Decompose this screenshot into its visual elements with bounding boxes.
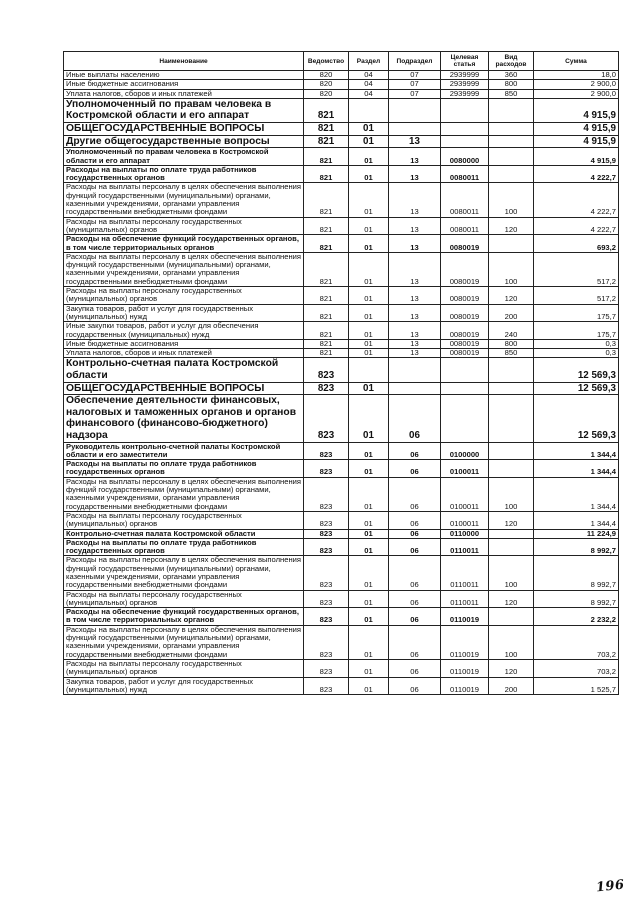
table-row	[64, 322, 619, 340]
cell-amount: 517,2	[534, 252, 619, 286]
cell-expense-type: 800	[489, 339, 534, 348]
cell-department: 820	[304, 71, 349, 80]
cell-name: Расходы на выплаты персоналу в целях обеспечения выполнения функций государственными (муниципальными) органами, казенными учреждениями, органами управления государственными внебюджетными фондами	[64, 625, 304, 659]
table-row	[64, 183, 619, 217]
cell-department: 823	[304, 382, 349, 395]
cell-section: 01	[349, 252, 389, 286]
cell-section: 01	[349, 165, 389, 183]
cell-amount: 175,7	[534, 304, 619, 322]
cell-department: 821	[304, 322, 349, 340]
cell-section: 01	[349, 677, 389, 695]
page-number: 196	[595, 877, 626, 896]
cell-target-article: 0080011	[441, 217, 489, 235]
cell-expense-type	[489, 460, 534, 478]
cell-section: 01	[349, 322, 389, 340]
cell-department: 821	[304, 252, 349, 286]
cell-amount: 4 915,9	[534, 98, 619, 122]
cell-amount: 1 344,4	[534, 511, 619, 529]
cell-name: Расходы на обеспечение функций государственных органов, в том числе территориальных органов	[64, 235, 304, 253]
header-amount: Сумма	[534, 52, 619, 71]
cell-subsection: 06	[389, 625, 441, 659]
cell-amount: 12 569,3	[534, 382, 619, 395]
cell-expense-type	[489, 529, 534, 538]
cell-expense-type	[489, 608, 534, 626]
cell-expense-type: 120	[489, 511, 534, 529]
cell-amount: 4 222,7	[534, 217, 619, 235]
cell-department: 820	[304, 80, 349, 89]
cell-name: Расходы на выплаты по оплате труда работников государственных органов	[64, 165, 304, 183]
table-row	[64, 460, 619, 478]
cell-name: ОБЩЕГОСУДАРСТВЕННЫЕ ВОПРОСЫ	[64, 382, 304, 395]
cell-target-article	[441, 98, 489, 122]
cell-section: 01	[349, 477, 389, 511]
cell-section: 01	[349, 217, 389, 235]
cell-department: 823	[304, 556, 349, 590]
cell-department: 823	[304, 538, 349, 556]
cell-target-article: 0100011	[441, 460, 489, 478]
cell-department: 820	[304, 89, 349, 98]
table-body	[64, 71, 619, 695]
cell-subsection: 13	[389, 322, 441, 340]
cell-amount: 1 344,4	[534, 442, 619, 460]
cell-name: Расходы на выплаты персоналу государственных (муниципальных) органов	[64, 511, 304, 529]
cell-name: Расходы на обеспечение функций государственных органов, в том числе территориальных органов	[64, 608, 304, 626]
cell-subsection	[389, 123, 441, 136]
header-section: Раздел	[349, 52, 389, 71]
cell-amount: 703,2	[534, 625, 619, 659]
cell-department: 821	[304, 235, 349, 253]
table-row	[64, 556, 619, 590]
cell-section: 01	[349, 529, 389, 538]
table-row	[64, 608, 619, 626]
cell-section: 01	[349, 538, 389, 556]
cell-name: Закупка товаров, работ и услуг для государственных (муниципальных) нужд	[64, 677, 304, 695]
cell-expense-type: 120	[489, 659, 534, 677]
cell-subsection: 13	[389, 148, 441, 166]
cell-department: 821	[304, 339, 349, 348]
cell-name: Расходы на выплаты персоналу в целях обеспечения выполнения функций государственными (муниципальными) органами, казенными учреждениями, органами управления государственными внебюджетными фондами	[64, 252, 304, 286]
cell-target-article: 0100011	[441, 511, 489, 529]
table-row	[64, 123, 619, 136]
cell-subsection: 07	[389, 80, 441, 89]
cell-subsection: 06	[389, 556, 441, 590]
table-row	[64, 252, 619, 286]
table-row	[64, 511, 619, 529]
cell-expense-type: 800	[489, 80, 534, 89]
cell-subsection: 13	[389, 304, 441, 322]
cell-name: Иные выплаты населению	[64, 71, 304, 80]
cell-section: 01	[349, 235, 389, 253]
cell-target-article	[441, 358, 489, 382]
cell-amount: 12 569,3	[534, 358, 619, 382]
cell-department: 821	[304, 165, 349, 183]
cell-department: 823	[304, 460, 349, 478]
cell-name: Иные бюджетные ассигнования	[64, 339, 304, 348]
header-expense-type: Вид расходов	[489, 52, 534, 71]
cell-subsection: 06	[389, 677, 441, 695]
cell-subsection: 06	[389, 590, 441, 608]
cell-subsection: 06	[389, 529, 441, 538]
cell-target-article	[441, 395, 489, 442]
cell-expense-type: 360	[489, 71, 534, 80]
cell-amount: 4 915,9	[534, 135, 619, 148]
table-row	[64, 538, 619, 556]
cell-expense-type	[489, 395, 534, 442]
cell-expense-type: 100	[489, 183, 534, 217]
cell-name: Расходы на выплаты по оплате труда работников государственных органов	[64, 460, 304, 478]
cell-department: 821	[304, 148, 349, 166]
cell-subsection: 06	[389, 460, 441, 478]
cell-target-article: 0110019	[441, 608, 489, 626]
cell-target-article	[441, 135, 489, 148]
cell-section	[349, 98, 389, 122]
cell-department: 821	[304, 349, 349, 358]
cell-section: 01	[349, 556, 389, 590]
table-row	[64, 358, 619, 382]
cell-name: Расходы на выплаты по оплате труда работников государственных органов	[64, 538, 304, 556]
table-row	[64, 165, 619, 183]
cell-target-article: 0110019	[441, 659, 489, 677]
cell-name: Уполномоченный по правам человека в Костромской области и его аппарат	[64, 148, 304, 166]
cell-target-article: 2939999	[441, 71, 489, 80]
cell-section: 01	[349, 625, 389, 659]
cell-name: Иные бюджетные ассигнования	[64, 80, 304, 89]
cell-section: 01	[349, 382, 389, 395]
table-row	[64, 442, 619, 460]
cell-target-article: 2939999	[441, 80, 489, 89]
cell-target-article: 2939999	[441, 89, 489, 98]
cell-target-article: 0080019	[441, 287, 489, 305]
cell-target-article: 0110000	[441, 529, 489, 538]
cell-name: Расходы на выплаты персоналу в целях обеспечения выполнения функций государственными (муниципальными) органами, казенными учреждениями, органами управления государственными внебюджетными фондами	[64, 183, 304, 217]
cell-amount: 703,2	[534, 659, 619, 677]
cell-department: 823	[304, 659, 349, 677]
table-row	[64, 235, 619, 253]
header-department: Ведомство	[304, 52, 349, 71]
cell-department: 823	[304, 529, 349, 538]
cell-section	[349, 358, 389, 382]
cell-name: Обеспечение деятельности финансовых, налоговых и таможенных органов и органов финансового (финансово-бюджетного) надзора	[64, 395, 304, 442]
cell-section: 01	[349, 442, 389, 460]
cell-amount: 2 900,0	[534, 89, 619, 98]
cell-subsection: 13	[389, 165, 441, 183]
table-row	[64, 395, 619, 442]
table-row	[64, 339, 619, 348]
cell-section: 01	[349, 349, 389, 358]
cell-amount: 1 525,7	[534, 677, 619, 695]
cell-target-article: 0080000	[441, 148, 489, 166]
header-row	[64, 52, 619, 71]
table-row	[64, 529, 619, 538]
cell-department: 823	[304, 608, 349, 626]
cell-expense-type: 120	[489, 590, 534, 608]
cell-name: Уплата налогов, сборов и иных платежей	[64, 89, 304, 98]
cell-section: 04	[349, 71, 389, 80]
cell-department: 823	[304, 625, 349, 659]
header-target-article: Целевая статья	[441, 52, 489, 71]
cell-subsection: 06	[389, 395, 441, 442]
cell-amount: 693,2	[534, 235, 619, 253]
cell-subsection: 13	[389, 235, 441, 253]
table-row	[64, 148, 619, 166]
cell-department: 821	[304, 217, 349, 235]
cell-target-article: 0110019	[441, 677, 489, 695]
cell-department: 821	[304, 98, 349, 122]
cell-name: Расходы на выплаты персоналу государственных (муниципальных) органов	[64, 287, 304, 305]
cell-target-article	[441, 382, 489, 395]
cell-section: 01	[349, 123, 389, 136]
cell-department: 823	[304, 395, 349, 442]
cell-department: 823	[304, 358, 349, 382]
table-row	[64, 625, 619, 659]
cell-expense-type: 100	[489, 625, 534, 659]
cell-amount: 2 900,0	[534, 80, 619, 89]
cell-name: Уполномоченный по правам человека в Костромской области и его аппарат	[64, 98, 304, 122]
table-row	[64, 304, 619, 322]
cell-name: Расходы на выплаты персоналу в целях обеспечения выполнения функций государственными (муниципальными) органами, казенными учреждениями, органами управления государственными внебюджетными фондами	[64, 556, 304, 590]
table-row	[64, 98, 619, 122]
cell-subsection: 07	[389, 71, 441, 80]
cell-expense-type	[489, 358, 534, 382]
header-name: Наименование	[64, 52, 304, 71]
cell-target-article: 0080019	[441, 252, 489, 286]
cell-subsection	[389, 382, 441, 395]
cell-section: 01	[349, 659, 389, 677]
cell-section: 04	[349, 89, 389, 98]
table-row	[64, 659, 619, 677]
budget-table	[63, 51, 619, 695]
cell-name: Контрольно-счетная палата Костромской области	[64, 358, 304, 382]
cell-subsection	[389, 358, 441, 382]
table-row	[64, 217, 619, 235]
cell-target-article: 0110011	[441, 556, 489, 590]
header-subsection: Подраздел	[389, 52, 441, 71]
cell-name: Расходы на выплаты персоналу государственных (муниципальных) органов	[64, 217, 304, 235]
cell-expense-type	[489, 98, 534, 122]
table-row	[64, 80, 619, 89]
cell-name: Иные закупки товаров, работ и услуг для обеспечения государственных (муниципальных) нужд	[64, 322, 304, 340]
cell-section: 04	[349, 80, 389, 89]
cell-amount: 0,3	[534, 339, 619, 348]
cell-target-article: 0080019	[441, 349, 489, 358]
cell-subsection	[389, 98, 441, 122]
table-row	[64, 477, 619, 511]
cell-target-article: 0100000	[441, 442, 489, 460]
cell-subsection: 06	[389, 659, 441, 677]
cell-section: 01	[349, 183, 389, 217]
cell-amount: 11 224,9	[534, 529, 619, 538]
cell-name: Уплата налогов, сборов и иных платежей	[64, 349, 304, 358]
cell-amount: 8 992,7	[534, 590, 619, 608]
cell-target-article	[441, 123, 489, 136]
cell-expense-type	[489, 135, 534, 148]
cell-amount: 4 915,9	[534, 123, 619, 136]
cell-expense-type	[489, 123, 534, 136]
cell-name: Закупка товаров, работ и услуг для государственных (муниципальных) нужд	[64, 304, 304, 322]
cell-target-article: 0080019	[441, 235, 489, 253]
cell-amount: 8 992,7	[534, 538, 619, 556]
table-row	[64, 382, 619, 395]
cell-department: 823	[304, 590, 349, 608]
cell-target-article: 0110011	[441, 590, 489, 608]
cell-subsection: 06	[389, 608, 441, 626]
cell-department: 823	[304, 442, 349, 460]
cell-name: Другие общегосударственные вопросы	[64, 135, 304, 148]
cell-subsection: 13	[389, 349, 441, 358]
cell-expense-type	[489, 148, 534, 166]
cell-amount: 12 569,3	[534, 395, 619, 442]
cell-subsection: 06	[389, 442, 441, 460]
cell-department: 821	[304, 287, 349, 305]
cell-subsection: 13	[389, 252, 441, 286]
cell-subsection: 07	[389, 89, 441, 98]
cell-section: 01	[349, 590, 389, 608]
cell-section: 01	[349, 339, 389, 348]
budget-sheet	[63, 51, 618, 695]
cell-section: 01	[349, 395, 389, 442]
cell-department: 823	[304, 677, 349, 695]
cell-subsection: 06	[389, 511, 441, 529]
cell-subsection: 13	[389, 339, 441, 348]
cell-amount: 4 222,7	[534, 165, 619, 183]
cell-target-article: 0110011	[441, 538, 489, 556]
cell-section: 01	[349, 304, 389, 322]
cell-subsection: 13	[389, 217, 441, 235]
cell-section: 01	[349, 460, 389, 478]
cell-amount: 2 232,2	[534, 608, 619, 626]
table-header	[64, 52, 619, 71]
cell-expense-type	[489, 382, 534, 395]
cell-section: 01	[349, 608, 389, 626]
cell-name: Расходы на выплаты персоналу государственных (муниципальных) органов	[64, 590, 304, 608]
table-row	[64, 135, 619, 148]
cell-name: Расходы на выплаты персоналу государственных (муниципальных) органов	[64, 659, 304, 677]
cell-expense-type	[489, 442, 534, 460]
cell-amount: 517,2	[534, 287, 619, 305]
cell-amount: 175,7	[534, 322, 619, 340]
cell-amount: 4 915,9	[534, 148, 619, 166]
cell-section: 01	[349, 511, 389, 529]
cell-amount: 8 992,7	[534, 556, 619, 590]
cell-subsection: 13	[389, 183, 441, 217]
cell-section: 01	[349, 148, 389, 166]
table-row	[64, 71, 619, 80]
cell-expense-type: 240	[489, 322, 534, 340]
cell-section: 01	[349, 287, 389, 305]
cell-name: Руководитель контрольно-счетной палаты Костромской области и его заместители	[64, 442, 304, 460]
cell-expense-type: 100	[489, 252, 534, 286]
cell-expense-type: 100	[489, 477, 534, 511]
cell-target-article: 0080011	[441, 165, 489, 183]
cell-expense-type: 120	[489, 217, 534, 235]
cell-expense-type: 850	[489, 89, 534, 98]
cell-expense-type: 850	[489, 349, 534, 358]
cell-target-article: 0100011	[441, 477, 489, 511]
table-row	[64, 677, 619, 695]
cell-expense-type: 200	[489, 677, 534, 695]
cell-expense-type: 200	[489, 304, 534, 322]
cell-department: 823	[304, 477, 349, 511]
table-row	[64, 349, 619, 358]
cell-section: 01	[349, 135, 389, 148]
cell-department: 821	[304, 123, 349, 136]
cell-amount: 4 222,7	[534, 183, 619, 217]
cell-subsection: 06	[389, 538, 441, 556]
cell-target-article: 0080019	[441, 322, 489, 340]
cell-subsection: 06	[389, 477, 441, 511]
cell-expense-type: 120	[489, 287, 534, 305]
cell-amount: 0,3	[534, 349, 619, 358]
cell-amount: 18,0	[534, 71, 619, 80]
table-row	[64, 590, 619, 608]
cell-department: 821	[304, 135, 349, 148]
cell-target-article: 0110019	[441, 625, 489, 659]
cell-expense-type: 100	[489, 556, 534, 590]
cell-amount: 1 344,4	[534, 460, 619, 478]
cell-name: Расходы на выплаты персоналу в целях обеспечения выполнения функций государственными (муниципальными) органами, казенными учреждениями, органами управления государственными внебюджетными фондами	[64, 477, 304, 511]
cell-target-article: 0080011	[441, 183, 489, 217]
table-row	[64, 287, 619, 305]
cell-department: 821	[304, 183, 349, 217]
cell-amount: 1 344,4	[534, 477, 619, 511]
cell-target-article: 0080019	[441, 304, 489, 322]
cell-name: Контрольно-счетная палата Костромской области	[64, 529, 304, 538]
cell-expense-type	[489, 165, 534, 183]
cell-name: ОБЩЕГОСУДАРСТВЕННЫЕ ВОПРОСЫ	[64, 123, 304, 136]
cell-subsection: 13	[389, 287, 441, 305]
cell-target-article: 0080019	[441, 339, 489, 348]
cell-subsection: 13	[389, 135, 441, 148]
cell-expense-type	[489, 235, 534, 253]
table-row	[64, 89, 619, 98]
cell-expense-type	[489, 538, 534, 556]
cell-department: 823	[304, 511, 349, 529]
cell-department: 821	[304, 304, 349, 322]
